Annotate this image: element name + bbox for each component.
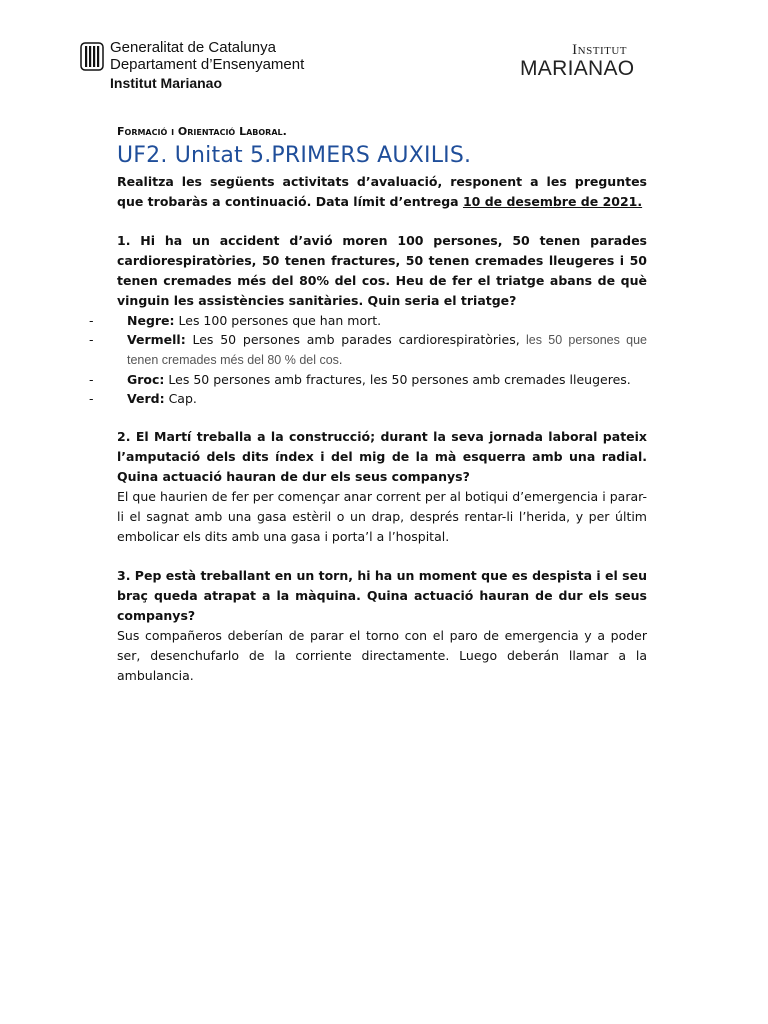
org-line-2: Departament d’Ensenyament	[110, 56, 305, 73]
triage-label-negre: Negre:	[127, 313, 175, 328]
org-line-1: Generalitat de Catalunya	[110, 39, 276, 56]
school-name: Institut Marianao	[110, 75, 223, 91]
list-item: - Negre: Les 100 persones que han mort.	[89, 313, 382, 328]
triage-label-verd: Verd:	[127, 391, 165, 406]
answer-3: Sus compañeros deberían de parar el torno con el paro de emergencia y a poder ser, desenchufarlo de la corriente directamente. Luego deberán llamar a la ambulancia.	[117, 628, 647, 683]
page-title: UF2. Unitat 5.PRIMERS AUXILIS.	[117, 143, 472, 168]
question-1: 1. Hi ha un accident d’avió moren 100 persones, 50 tenen parades cardiorespiratòries, 50 tenen fractures, 50 tenen cremades lleugeres i 50 tenen cremades més del 80% del cos. Heu de fer el triatge abans de què vinguin les assistències sanitàries. Quin seria el triatge?	[117, 233, 647, 308]
logo-top-text: Institut	[572, 42, 627, 58]
logo-bottom-text: MARIANAO	[520, 57, 635, 80]
institut-marianao-logo-icon	[518, 42, 635, 82]
triage-label-vermell: Vermell:	[127, 332, 186, 347]
list-item: - Vermell: Les 50 persones amb parades cardiorespiratòries, les 50 persones que tenen cremades més del 80 % del cos.	[89, 332, 647, 367]
triage-label-groc: Groc:	[127, 372, 165, 387]
organization-name	[110, 39, 304, 73]
list-item: - Verd: Cap.	[89, 391, 197, 406]
triage-list	[89, 311, 647, 408]
deadline-date: 10 de desembre de 2021.	[462, 194, 643, 209]
question-3: 3. Pep està treballant en un torn, hi ha un moment que es despista i el seu braç queda atrapat a la màquina. Quina actuació hauran de dur els seus companys?	[117, 568, 647, 623]
generalitat-logo-icon	[80, 42, 104, 72]
answer-2: El que haurien de fer per començar anar corrent per al botiqui d’emergencia i parar-li el sagnat amb una gasa estèril o un drap, després rentar-li l’herida, y per últim embolicar els dits amb una gasa i porta’l a l’hospital.	[117, 489, 647, 544]
document-body	[89, 125, 647, 686]
intro-paragraph	[117, 172, 647, 212]
question-2: 2. El Martí treballa a la construcció; durant la seva jornada laboral pateix l’amputació dels dits índex i del mig de la mà esquerra amb una radial. Quina actuació hauran de dur els seus companys?	[117, 429, 647, 484]
document-header	[80, 38, 690, 98]
intro-text: Realitza les següents activitats d’avaluació, responent a les preguntes que trobaràs a continuació. Data límit d’entrega	[117, 174, 647, 209]
module-heading: Formació i Orientació Laboral.	[117, 125, 287, 138]
list-item: - Groc: Les 50 persones amb fractures, les 50 persones amb cremades lleugeres.	[89, 372, 631, 387]
